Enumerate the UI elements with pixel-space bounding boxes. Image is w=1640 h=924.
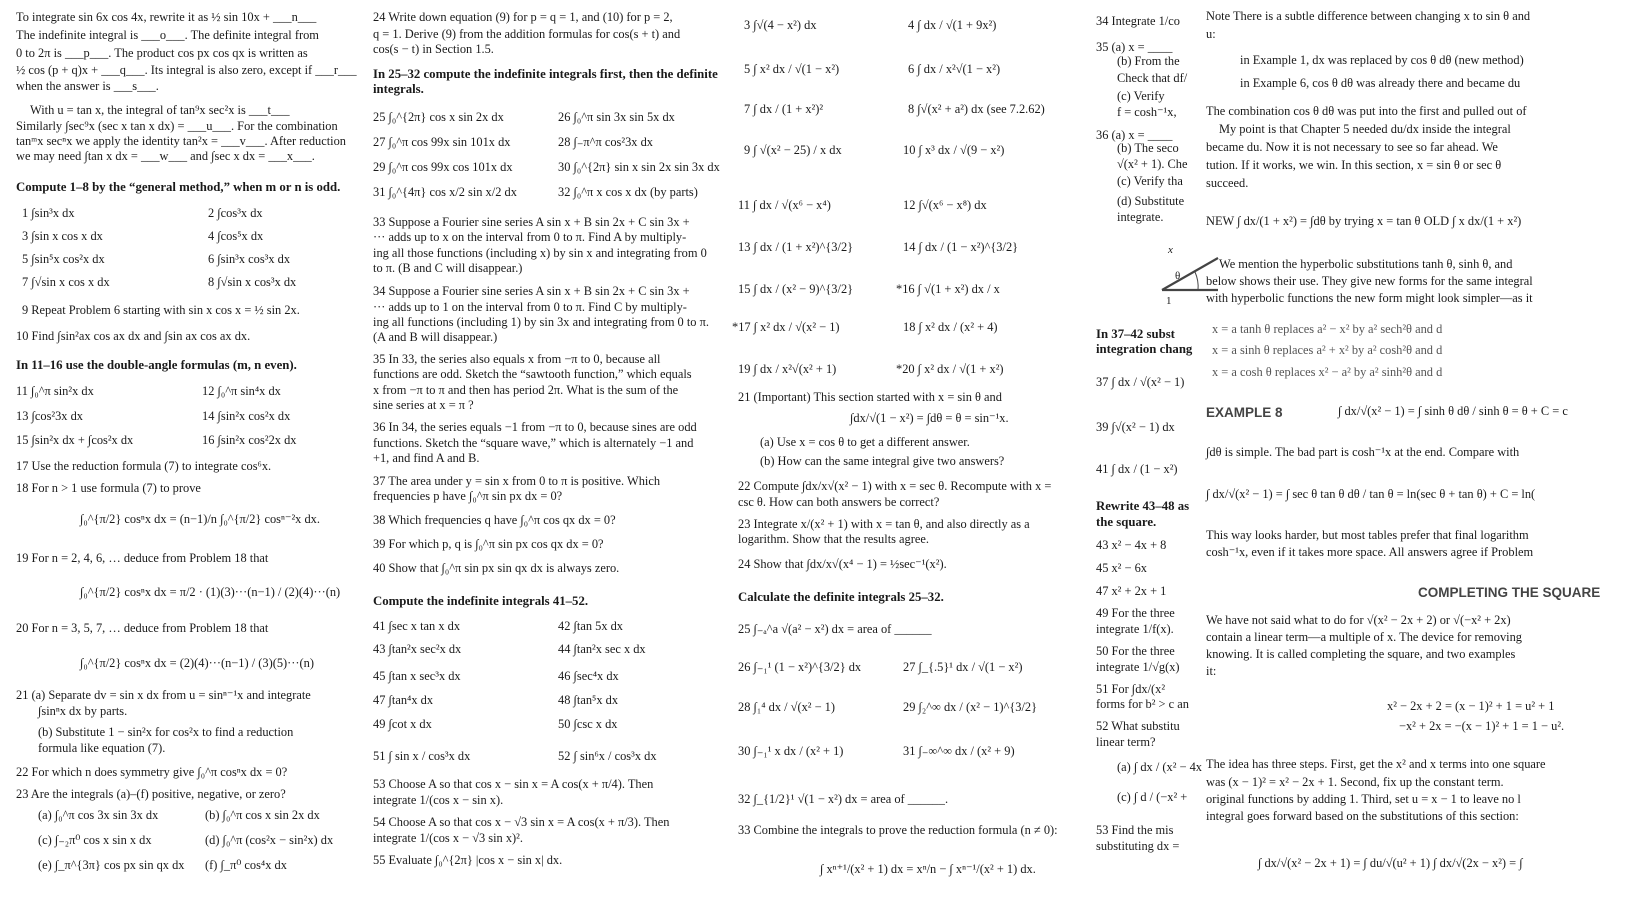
text-line: (b) The seco xyxy=(1117,141,1179,155)
text-line: *16 ∫ √(1 + x²) dx / x xyxy=(896,282,1000,296)
text-line: 24 Write down equation (9) for p = q = 1, and (10) for p = 2, xyxy=(373,10,673,24)
text-line: 9 ∫ √(x² − 25) / x dx xyxy=(744,143,842,157)
text-line: 37 The area under y = sin x from 0 to π is positive. Which xyxy=(373,474,661,488)
text-line: 40 Show that ∫₀^π sin px sin qx dx is always zero. xyxy=(373,561,620,575)
section-heading: the square. xyxy=(1096,515,1157,529)
text-line: 11 ∫₀^π sin²x dx xyxy=(16,384,94,398)
text-line: integrate 1/√g(x) xyxy=(1096,660,1180,674)
text-line: 21 (Important) This section started with x = sin θ and xyxy=(738,390,1002,404)
text-line: 29 ∫₂^∞ dx / (x² − 1)^{3/2} xyxy=(903,700,1038,714)
text-line: *17 ∫ x² dx / √(x² − 1) xyxy=(732,320,840,334)
section-heading: COMPLETING THE SQUARE xyxy=(1418,585,1601,600)
text-line: 12 ∫₀^π sin⁴x dx xyxy=(202,384,281,398)
text-line: 9 Repeat Problem 6 starting with sin x cos x = ½ sin 2x. xyxy=(22,303,300,317)
text-line: x² − 2x + 2 = (x − 1)² + 1 = u² + 1 xyxy=(1387,699,1555,713)
text-line: (a) ∫ dx / (x² − 4x xyxy=(1117,760,1202,774)
text-line: 31 ∫₋∞^∞ dx / (x² + 9) xyxy=(903,744,1015,758)
text-line: 52 What substitu xyxy=(1096,719,1180,733)
text-line: (c) Verify xyxy=(1117,89,1165,103)
text-line: 54 Choose A so that cos x − √3 sin x = A cos(x + π/3). Then xyxy=(373,815,670,829)
text-line: (a) Use x = cos θ to get a different answer. xyxy=(760,435,970,449)
text-line: linear term? xyxy=(1096,735,1156,749)
text-line: 51 For ∫dx/(x² xyxy=(1096,682,1166,696)
text-line: 34 Suppose a Fourier sine series A sin x + B sin 2x + C sin 3x + xyxy=(373,284,690,298)
text-line: functions are odd. Sketch the “sawtooth function,” which equals xyxy=(373,367,692,381)
text-line: My point is that Chapter 5 needed du/dx inside the integral xyxy=(1219,122,1511,136)
text-line: 44 ∫tan²x sec x dx xyxy=(558,642,646,656)
text-line: it: xyxy=(1206,664,1217,678)
text-line: in Example 6, cos θ dθ was already there and became du xyxy=(1240,76,1521,90)
section-heading: EXAMPLE 8 xyxy=(1206,405,1283,420)
text-line: 53 Choose A so that cos x − sin x = A cos(x + π/4). Then xyxy=(373,777,654,791)
text-line: NEW ∫ dx/(1 + x²) = ∫dθ by trying x = tan θ OLD ∫ x dx/(1 + x²) xyxy=(1206,214,1522,228)
text-line: 47 ∫tan⁴x dx xyxy=(373,693,434,707)
text-line: tanᵐx secⁿx we apply the identity tan²x = ___v___. After reduction xyxy=(16,134,347,148)
text-line: 43 x² − 4x + 8 xyxy=(1096,538,1167,552)
text-line: 1 ∫sin³x dx xyxy=(22,206,75,220)
text-line: 28 ∫₁⁴ dx / √(x² − 1) xyxy=(738,700,835,714)
text-line: 13 ∫cos²3x dx xyxy=(16,409,83,423)
text-line: (c) Verify tha xyxy=(1117,174,1183,188)
text-line: cosh⁻¹x, even if it takes more space. All answers agree if Problem xyxy=(1206,545,1534,559)
text-line: frequencies p have ∫₀^π sin px dx = 0? xyxy=(373,489,563,503)
triangle-label-x: x xyxy=(1168,244,1173,256)
text-line: 47 x² + 2x + 1 xyxy=(1096,584,1167,598)
text-line: (f) ∫_π⁰ cos⁴x dx xyxy=(205,858,287,872)
text-line: 10 ∫ x³ dx / √(9 − x²) xyxy=(903,143,1005,157)
section-heading: In 11–16 use the double-angle formulas (m, n even). xyxy=(16,358,297,372)
text-line: (b) From the xyxy=(1117,54,1180,68)
section-heading: Calculate the definite integrals 25–32. xyxy=(738,590,944,604)
text-line: 38 Which frequencies q have ∫₀^π cos qx dx = 0? xyxy=(373,513,616,527)
text-line: x = a tanh θ replaces a² − x² by a² sech²θ and d xyxy=(1212,322,1443,336)
text-line: q = 1. Derive (9) from the addition formulas for cos(s + t) and xyxy=(373,27,681,41)
display-equation: ∫₀^{π/2} cosⁿx dx = (2)(4)···(n−1) / (3)(5)···(n) xyxy=(80,656,314,670)
text-line: ∫sinⁿx dx by parts. xyxy=(38,704,128,718)
text-line: 48 ∫tan⁵x dx xyxy=(558,693,619,707)
text-line: we may need ∫tan x dx = ___w___ and ∫sec x dx = ___x___. xyxy=(16,149,315,163)
text-line: 41 ∫ dx / (1 − x²) xyxy=(1096,462,1178,476)
text-line: 25 ∫₀^{2π} cos x sin 2x dx xyxy=(373,110,504,124)
text-line: 18 ∫ x² dx / (x² + 4) xyxy=(903,320,998,334)
text-line: integrate 1/f(x). xyxy=(1096,622,1174,636)
text-line: 8 ∫√sin x cos³x dx xyxy=(208,275,297,289)
text-line: (A and B will disappear.) xyxy=(373,330,498,344)
text-line: 31 ∫₀^{4π} cos x/2 sin x/2 dx xyxy=(373,185,517,199)
text-line: logarithm. Show that the results agree. xyxy=(738,532,929,546)
text-line: contain a linear term—a multiple of x. The device for removing xyxy=(1206,630,1522,644)
text-line: when the answer is ___s___. xyxy=(16,79,159,93)
text-line: 30 ∫₀^{2π} sin x sin 2x sin 3x dx xyxy=(558,160,720,174)
text-line: 52 ∫ sin⁶x / cos³x dx xyxy=(558,749,657,763)
text-line: (b) Substitute 1 − sin²x for cos²x to find a reduction xyxy=(38,725,294,739)
text-line: ing all functions (including 1) by sin 3x and integrating from 0 to π. xyxy=(373,315,709,329)
text-line: 50 ∫csc x dx xyxy=(558,717,618,731)
text-line: became du. Now it is not necessary to see so far ahead. We xyxy=(1206,140,1498,154)
text-line: x = a sinh θ replaces a² + x² by a² cosh²θ and d xyxy=(1212,343,1443,357)
text-line: 39 For which p, q is ∫₀^π sin px cos qx dx = 0? xyxy=(373,537,604,551)
text-line: 51 ∫ sin x / cos³x dx xyxy=(373,749,471,763)
text-line: √(x² + 1). Che xyxy=(1117,157,1188,171)
text-line: 0 to 2π is ___p___. The product cos px cos qx is written as xyxy=(16,46,308,60)
text-line: original functions by adding 1. Third, set u = x − 1 to leave no l xyxy=(1206,792,1521,806)
text-line: csc θ. How can both answers be correct? xyxy=(738,495,940,509)
text-line: The idea has three steps. First, get the x² and x terms into one square xyxy=(1206,757,1546,771)
text-line: 42 ∫tan 5x dx xyxy=(558,619,623,633)
text-line: We mention the hyperbolic substitutions tanh θ, sinh θ, and xyxy=(1219,257,1513,271)
text-line: formula like equation (7). xyxy=(38,741,166,755)
text-line: Similarly ∫sec⁹x (sec x tan x dx) = ___u___. For the combination xyxy=(16,119,338,133)
text-line: ∫ dx/√(x² − 1) = ∫ sinh θ dθ / sinh θ = θ + C = c xyxy=(1338,404,1568,418)
text-line: 37 ∫ dx / √(x² − 1) xyxy=(1096,375,1185,389)
text-line: The indefinite integral is ___o___. The definite integral from xyxy=(16,28,319,42)
text-line: u: xyxy=(1206,27,1216,41)
text-line: 22 For which n does symmetry give ∫₀^π cosⁿx dx = 0? xyxy=(16,765,288,779)
text-line: substituting dx = xyxy=(1096,839,1180,853)
text-line: ∫ dx/√(x² − 1) = ∫ sec θ tan θ dθ / tan θ = ln(sec θ + tan θ) + C = ln( xyxy=(1206,487,1536,501)
text-line: 10 Find ∫sin²ax cos ax dx and ∫sin ax cos ax dx. xyxy=(16,329,251,343)
text-line: +1, and find A and B. xyxy=(373,451,480,465)
text-line: 23 Are the integrals (a)–(f) positive, negative, or zero? xyxy=(16,787,286,801)
text-line: x = a cosh θ replaces x² − a² by a² sinh²θ and d xyxy=(1212,365,1443,379)
display-equation: ∫₀^{π/2} cosⁿx dx = π/2 · (1)(3)···(n−1) / (2)(4)···(n) xyxy=(80,585,341,599)
text-line: ∫ dx/√(x² − 2x + 1) = ∫ du/√(u² + 1) ∫ dx/√(2x − x²) = ∫ xyxy=(1258,856,1523,870)
text-line: 15 ∫ dx / (x² − 9)^{3/2} xyxy=(738,282,854,296)
text-line: knowing. It is called completing the square, and two examples xyxy=(1206,647,1516,661)
text-line: 11 ∫ dx / √(x⁶ − x⁴) xyxy=(738,198,831,212)
text-line: cos(s − t) in Section 1.5. xyxy=(373,42,494,56)
section-heading: integration chang xyxy=(1096,342,1193,356)
text-line: 33 Suppose a Fourier sine series A sin x + B sin 2x + C sin 3x + xyxy=(373,215,690,229)
text-line: was (x − 1)² = x² − 2x + 1. Second, fix up the constant term. xyxy=(1206,775,1504,789)
text-line: ∫dθ is simple. The bad part is cosh⁻¹x at the end. Compare with xyxy=(1206,445,1520,459)
text-line: 55 Evaluate ∫₀^{2π} |cos x − sin x| dx. xyxy=(373,853,563,867)
text-line: 7 ∫√sin x cos x dx xyxy=(22,275,110,289)
text-line: 6 ∫ dx / x²√(1 − x²) xyxy=(908,62,1001,76)
text-line: 15 ∫sin²x dx + ∫cos²x dx xyxy=(16,433,134,447)
text-line: ∫dx/√(1 − x²) = ∫dθ = θ = sin⁻¹x. xyxy=(850,411,1009,425)
text-line: integrate. xyxy=(1117,210,1164,224)
text-line: below shows their use. They give new forms for the same integral xyxy=(1206,274,1533,288)
text-line: (c) ∫ d / (−x² + xyxy=(1117,790,1188,804)
text-line: 19 ∫ dx / x²√(x² + 1) xyxy=(738,362,837,376)
text-line: 2 ∫cos³x dx xyxy=(208,206,263,220)
text-line: to π. (B and C will disappear.) xyxy=(373,261,523,275)
text-line: x from −π to π and then has period 2π. What is the sum of the xyxy=(373,383,679,397)
text-line: 30 ∫₋₁¹ x dx / (x² + 1) xyxy=(738,744,844,758)
text-line: 32 ∫₀^π x cos x dx (by parts) xyxy=(558,185,698,199)
text-line: in Example 1, dx was replaced by cos θ dθ (new method) xyxy=(1240,53,1524,67)
text-line: 33 Combine the integrals to prove the reduction formula (n ≠ 0): xyxy=(738,823,1058,837)
text-line: integrate 1/(cos x − √3 sin x)². xyxy=(373,831,523,845)
section-heading: Compute the indefinite integrals 41–52. xyxy=(373,594,589,608)
text-line: 35 (a) x = ____ xyxy=(1096,40,1173,54)
text-line: 26 ∫₋₁¹ (1 − x²)^{3/2} dx xyxy=(738,660,862,674)
text-line: 39 ∫√(x² − 1) dx xyxy=(1096,420,1175,434)
text-line: 36 (a) x = ____ xyxy=(1096,128,1173,142)
text-line: forms for b² > c an xyxy=(1096,697,1189,711)
text-line: 46 ∫sec⁴x dx xyxy=(558,669,619,683)
text-line: We have not said what to do for √(x² − 2x + 2) or √(−x² + 2x) xyxy=(1206,613,1511,627)
text-line: integral goes forward based on the substitutions of this section: xyxy=(1206,809,1519,823)
text-line: 5 ∫sin⁵x cos²x dx xyxy=(22,252,105,266)
text-line: 17 Use the reduction formula (7) to integrate cos⁶x. xyxy=(16,459,272,473)
triangle-label-theta: θ xyxy=(1175,270,1181,282)
text-line: 35 In 33, the series also equals x from −π to 0, because all xyxy=(373,352,661,366)
text-line: 23 Integrate x/(x² + 1) with x = tan θ, and also directly as a xyxy=(738,517,1030,531)
text-line: ½ cos (p + q)x + ___q___. Its integral is also zero, except if ___r___ xyxy=(16,63,357,77)
text-line: (c) ∫₋₂π⁰ cos x sin x dx xyxy=(38,833,152,847)
text-line: 4 ∫cos⁵x dx xyxy=(208,229,264,243)
text-line: (d) ∫₀^π (cos²x − sin²x) dx xyxy=(205,833,334,847)
text-line: 32 ∫_{1/2}¹ √(1 − x²) dx = area of ______. xyxy=(738,792,949,806)
text-line: 12 ∫√(x⁶ − x⁸) dx xyxy=(903,198,987,212)
text-line: 4 ∫ dx / √(1 + 9x²) xyxy=(908,18,997,32)
text-line: 36 In 34, the series equals −1 from −π to 0, because sines are odd xyxy=(373,420,697,434)
text-line: 14 ∫ dx / (1 − x²)^{3/2} xyxy=(903,240,1019,254)
text-line: 5 ∫ x² dx / √(1 − x²) xyxy=(744,62,840,76)
section-heading: In 37–42 subst xyxy=(1096,327,1175,341)
section-heading: Compute 1–8 by the “general method,” when m or n is odd. xyxy=(16,180,341,194)
text-line: 53 Find the mis xyxy=(1096,823,1174,837)
text-line: 7 ∫ dx / (1 + x²)² xyxy=(744,102,824,116)
text-line: *20 ∫ x² dx / √(1 + x²) xyxy=(896,362,1004,376)
text-line: 14 ∫sin²x cos²x dx xyxy=(202,409,291,423)
text-line: ing all those functions (including x) by sin x and integrating from 0 xyxy=(373,246,707,260)
text-line: ··· adds up to 1 on the interval from 0 to π. Find C by multiply- xyxy=(373,300,687,314)
text-line: 43 ∫tan²x sec²x dx xyxy=(373,642,462,656)
text-line: 28 ∫₋π^π cos²3x dx xyxy=(558,135,653,149)
text-line: 6 ∫sin³x cos³x dx xyxy=(208,252,291,266)
text-line: (e) ∫_π^{3π} cos px sin qx dx xyxy=(38,858,185,872)
text-line: 27 ∫_{.5}¹ dx / √(1 − x²) xyxy=(903,660,1023,674)
text-line: (a) ∫₀^π cos 3x sin 3x dx xyxy=(38,808,159,822)
text-line: tution. If it works, we win. In this section, x = sin θ or sec θ xyxy=(1206,158,1502,172)
text-line: 3 ∫√(4 − x²) dx xyxy=(744,18,817,32)
text-line: f = cosh⁻¹x, xyxy=(1117,105,1177,119)
text-line: 16 ∫sin²x cos²2x dx xyxy=(202,433,297,447)
text-line: 13 ∫ dx / (1 + x²)^{3/2} xyxy=(738,240,854,254)
text-line: ··· adds up to x on the interval from 0 to π. Find A by multiply- xyxy=(373,230,687,244)
text-line: 50 For the three xyxy=(1096,644,1175,658)
display-equation: ∫₀^{π/2} cosⁿx dx = (n−1)/n ∫₀^{π/2} cosⁿ⁻²x dx. xyxy=(80,512,320,526)
text-line: sine series at x = π ? xyxy=(373,398,474,412)
text-line: 45 ∫tan x sec³x dx xyxy=(373,669,461,683)
text-line: Check that df/ xyxy=(1117,71,1188,85)
text-line: 29 ∫₀^π cos 99x cos 101x dx xyxy=(373,160,513,174)
text-line: (b) ∫₀^π cos x sin 2x dx xyxy=(205,808,320,822)
section-heading: integrals. xyxy=(373,82,424,96)
text-line: 20 For n = 3, 5, 7, … deduce from Problem 18 that xyxy=(16,621,269,635)
section-heading: Rewrite 43–48 as xyxy=(1096,499,1190,513)
text-line: −x² + 2x = −(x − 1)² + 1 = 1 − u². xyxy=(1399,719,1565,733)
text-line: 25 ∫₋ₐ^a √(a² − x²) dx = area of ______ xyxy=(738,622,932,636)
text-line: succeed. xyxy=(1206,176,1249,190)
text-line: Note There is a subtle difference between changing x to sin θ and xyxy=(1206,9,1531,23)
text-line: With u = tan x, the integral of tan⁹x sec²x is ___t___ xyxy=(30,103,290,117)
triangle-label-base: 1 xyxy=(1166,295,1172,307)
text-line: 27 ∫₀^π cos 99x sin 101x dx xyxy=(373,135,511,149)
text-line: integrate 1/(cos x − sin x). xyxy=(373,793,504,807)
text-line: 49 ∫cot x dx xyxy=(373,717,432,731)
text-line: with hyperbolic functions the new form might look simpler—as it xyxy=(1206,291,1533,305)
text-line: (b) How can the same integral give two answers? xyxy=(760,454,1005,468)
text-line: The combination cos θ dθ was put into the first and pulled out of xyxy=(1206,104,1527,118)
text-line: 45 x² − 6x xyxy=(1096,561,1147,575)
text-line: 21 (a) Separate dv = sin x dx from u = sinⁿ⁻¹x and integrate xyxy=(16,688,311,702)
text-line: 18 For n > 1 use formula (7) to prove xyxy=(16,481,201,495)
text-line: ∫ xⁿ⁺¹/(x² + 1) dx = xⁿ/n − ∫ xⁿ⁻¹/(x² + 1) dx. xyxy=(820,862,1036,876)
text-line: (d) Substitute xyxy=(1117,194,1185,208)
text-line: 22 Compute ∫dx/x√(x² − 1) with x = sec θ. Recompute with x = xyxy=(738,479,1052,493)
text-line: 41 ∫sec x tan x dx xyxy=(373,619,461,633)
text-line: 3 ∫sin x cos x dx xyxy=(22,229,103,243)
text-line: functions. Sketch the “square wave,” which is alternately −1 and xyxy=(373,436,694,450)
text-line: 8 ∫√(x² + a²) dx (see 7.2.62) xyxy=(908,102,1045,116)
section-heading: In 25–32 compute the indefinite integrals first, then the definite xyxy=(373,67,718,81)
text-line: 26 ∫₀^π sin 3x sin 5x dx xyxy=(558,110,675,124)
text-line: 49 For the three xyxy=(1096,606,1175,620)
text-line: 19 For n = 2, 4, 6, … deduce from Problem 18 that xyxy=(16,551,269,565)
text-line: This way looks harder, but most tables prefer that final logarithm xyxy=(1206,528,1529,542)
text-line: 34 Integrate 1/co xyxy=(1096,14,1180,28)
text-line: 24 Show that ∫dx/x√(x⁴ − 1) = ½sec⁻¹(x²). xyxy=(738,557,947,571)
text-line: To integrate sin 6x cos 4x, rewrite it as ½ sin 10x + ___n___ xyxy=(16,10,317,24)
